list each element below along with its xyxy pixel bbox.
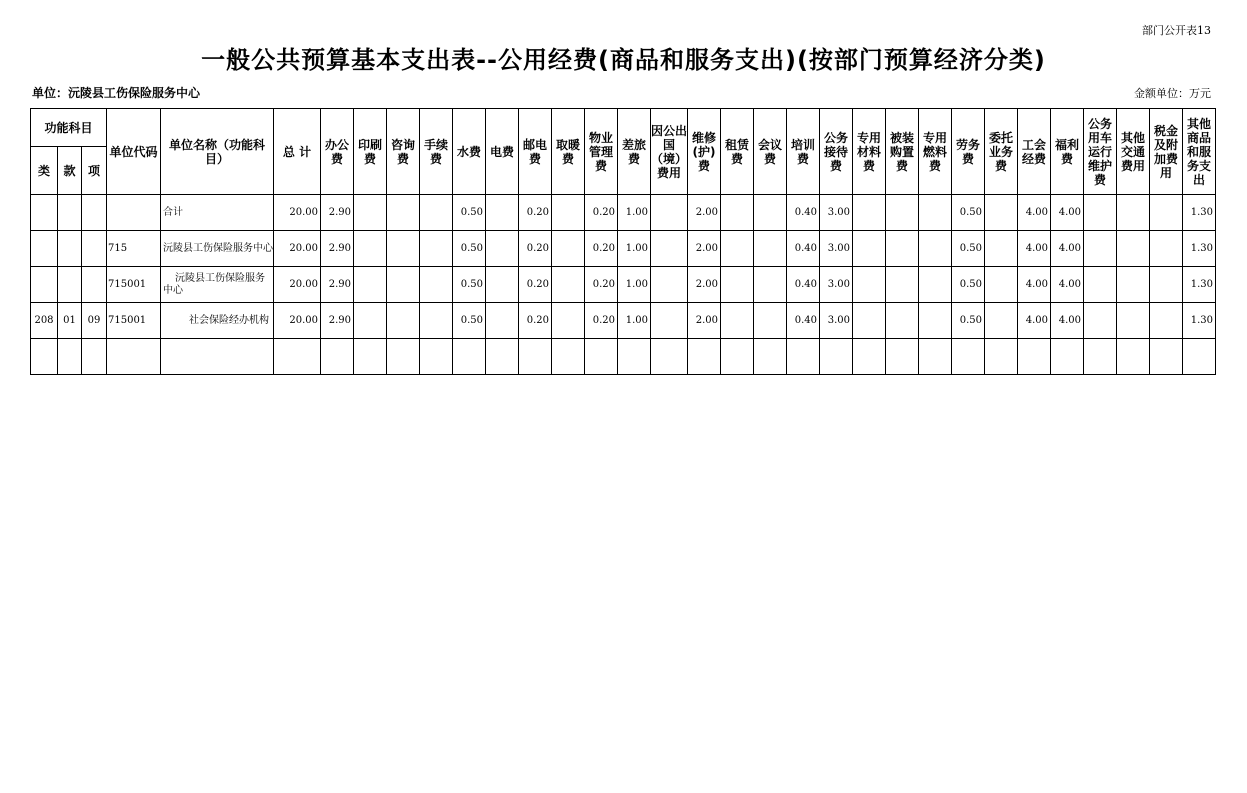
header-abroad: 因公出国（境）费用 bbox=[651, 109, 688, 195]
header-vehicle: 公务用车运行维护费 bbox=[1084, 109, 1117, 195]
cell-total: 20.00 bbox=[274, 195, 321, 231]
cell-c14 bbox=[754, 267, 787, 303]
cell-xiang bbox=[82, 195, 107, 231]
cell-c3 bbox=[387, 339, 420, 375]
cell-c9 bbox=[585, 339, 618, 375]
cell-c25 bbox=[1117, 339, 1150, 375]
cell-c18 bbox=[886, 339, 919, 375]
cell-c2 bbox=[354, 267, 387, 303]
cell-c12: 2.00 bbox=[688, 267, 721, 303]
cell-c23: 4.00 bbox=[1051, 195, 1084, 231]
cell-c11 bbox=[651, 195, 688, 231]
cell-c17 bbox=[853, 339, 886, 375]
cell-xiang bbox=[82, 339, 107, 375]
cell-c13 bbox=[721, 267, 754, 303]
header-postal: 邮电费 bbox=[519, 109, 552, 195]
table-row bbox=[31, 231, 1216, 267]
cell-lei bbox=[31, 339, 58, 375]
table-row bbox=[31, 339, 1216, 375]
cell-c1: 2.90 bbox=[321, 267, 354, 303]
cell-c14 bbox=[754, 303, 787, 339]
cell-c27: 1.30 bbox=[1183, 303, 1216, 339]
cell-c23: 4.00 bbox=[1051, 267, 1084, 303]
cell-c6 bbox=[486, 231, 519, 267]
cell-c16: 3.00 bbox=[820, 267, 853, 303]
cell-c9: 0.20 bbox=[585, 195, 618, 231]
cell-c9: 0.20 bbox=[585, 231, 618, 267]
header-consulting: 咨询费 bbox=[387, 109, 420, 195]
cell-c18 bbox=[886, 231, 919, 267]
cell-c27: 1.30 bbox=[1183, 195, 1216, 231]
cell-c13 bbox=[721, 195, 754, 231]
header-func-group: 功能科目 bbox=[31, 109, 107, 147]
cell-c25 bbox=[1117, 267, 1150, 303]
header-travel: 差旅费 bbox=[618, 109, 651, 195]
table-row bbox=[31, 267, 1216, 303]
cell-c8 bbox=[552, 231, 585, 267]
header-total: 总 计 bbox=[274, 109, 321, 195]
header-handling: 手续费 bbox=[420, 109, 453, 195]
cell-c15 bbox=[787, 339, 820, 375]
cell-c16: 3.00 bbox=[820, 231, 853, 267]
cell-lei bbox=[31, 195, 58, 231]
cell-c11 bbox=[651, 231, 688, 267]
cell-kuan bbox=[58, 231, 82, 267]
cell-c17 bbox=[853, 195, 886, 231]
header-office: 办公费 bbox=[321, 109, 354, 195]
cell-c21 bbox=[985, 231, 1018, 267]
cell-c24 bbox=[1084, 195, 1117, 231]
cell-c6 bbox=[486, 339, 519, 375]
cell-c25 bbox=[1117, 231, 1150, 267]
cell-c26 bbox=[1150, 303, 1183, 339]
header-unit-code: 单位代码 bbox=[107, 109, 161, 195]
cell-c4 bbox=[420, 267, 453, 303]
amount-unit-label: 金额单位：万元 bbox=[1134, 87, 1211, 100]
cell-kuan bbox=[58, 195, 82, 231]
cell-c1 bbox=[321, 339, 354, 375]
header-entrusted: 委托业务费 bbox=[985, 109, 1018, 195]
cell-c22: 4.00 bbox=[1018, 195, 1051, 231]
header-printing: 印刷费 bbox=[354, 109, 387, 195]
cell-c10: 1.00 bbox=[618, 195, 651, 231]
cell-c15: 0.40 bbox=[787, 231, 820, 267]
cell-unit-name: 沅陵县工伤保险服务中心 bbox=[161, 231, 274, 267]
header-training: 培训费 bbox=[787, 109, 820, 195]
cell-c14 bbox=[754, 195, 787, 231]
cell-c24 bbox=[1084, 231, 1117, 267]
cell-c10: 1.00 bbox=[618, 231, 651, 267]
cell-c24 bbox=[1084, 303, 1117, 339]
cell-unit-name: 沅陵县工伤保险服务中心 bbox=[161, 267, 274, 303]
cell-c10 bbox=[618, 339, 651, 375]
header-union: 工会经费 bbox=[1018, 109, 1051, 195]
header-maintenance: 维修(护)费 bbox=[688, 109, 721, 195]
cell-c23: 4.00 bbox=[1051, 231, 1084, 267]
cell-c2 bbox=[354, 231, 387, 267]
cell-kuan bbox=[58, 267, 82, 303]
cell-c23 bbox=[1051, 339, 1084, 375]
cell-c9: 0.20 bbox=[585, 267, 618, 303]
header-xiang: 项 bbox=[82, 147, 107, 195]
cell-c12: 2.00 bbox=[688, 195, 721, 231]
cell-c15: 0.40 bbox=[787, 195, 820, 231]
cell-c16: 3.00 bbox=[820, 195, 853, 231]
cell-unit-name: 社会保险经办机构 bbox=[161, 303, 274, 339]
budget-table bbox=[30, 108, 1216, 375]
cell-c4 bbox=[420, 303, 453, 339]
cell-c13 bbox=[721, 231, 754, 267]
header-welfare: 福利费 bbox=[1051, 109, 1084, 195]
cell-c20 bbox=[952, 339, 985, 375]
cell-c2 bbox=[354, 195, 387, 231]
cell-c19 bbox=[919, 195, 952, 231]
cell-c8 bbox=[552, 195, 585, 231]
cell-c4 bbox=[420, 339, 453, 375]
header-meeting: 会议费 bbox=[754, 109, 787, 195]
cell-total: 20.00 bbox=[274, 303, 321, 339]
cell-unit-code bbox=[107, 195, 161, 231]
cell-c26 bbox=[1150, 231, 1183, 267]
cell-c11 bbox=[651, 339, 688, 375]
cell-c8 bbox=[552, 267, 585, 303]
cell-c19 bbox=[919, 231, 952, 267]
cell-c13 bbox=[721, 303, 754, 339]
cell-c5: 0.50 bbox=[453, 195, 486, 231]
cell-c21 bbox=[985, 267, 1018, 303]
cell-c16 bbox=[820, 339, 853, 375]
cell-c13 bbox=[721, 339, 754, 375]
cell-c21 bbox=[985, 303, 1018, 339]
header-other-goods: 其他商品和服务支出 bbox=[1183, 109, 1216, 195]
cell-c12: 2.00 bbox=[688, 231, 721, 267]
cell-c20: 0.50 bbox=[952, 267, 985, 303]
cell-c27: 1.30 bbox=[1183, 267, 1216, 303]
cell-c14 bbox=[754, 339, 787, 375]
header-heating: 取暖费 bbox=[552, 109, 585, 195]
cell-c15: 0.40 bbox=[787, 303, 820, 339]
cell-c12: 2.00 bbox=[688, 303, 721, 339]
cell-c4 bbox=[420, 231, 453, 267]
cell-c7: 0.20 bbox=[519, 267, 552, 303]
cell-c1: 2.90 bbox=[321, 303, 354, 339]
header-reception: 公务接待费 bbox=[820, 109, 853, 195]
header-materials: 专用材料费 bbox=[853, 109, 886, 195]
cell-c26 bbox=[1150, 339, 1183, 375]
cell-c22: 4.00 bbox=[1018, 303, 1051, 339]
cell-c7: 0.20 bbox=[519, 195, 552, 231]
cell-c17 bbox=[853, 231, 886, 267]
cell-c10: 1.00 bbox=[618, 267, 651, 303]
cell-c22 bbox=[1018, 339, 1051, 375]
header-rental: 租赁费 bbox=[721, 109, 754, 195]
cell-c8 bbox=[552, 339, 585, 375]
cell-xiang bbox=[82, 231, 107, 267]
cell-c24 bbox=[1084, 339, 1117, 375]
cell-c5 bbox=[453, 339, 486, 375]
page-title: 一般公共预算基本支出表--公用经费(商品和服务支出)(按部门预算经济分类) bbox=[201, 46, 1046, 74]
header-other-transport: 其他交通费用 bbox=[1117, 109, 1150, 195]
cell-c21 bbox=[985, 195, 1018, 231]
cell-c26 bbox=[1150, 267, 1183, 303]
header-water: 水费 bbox=[453, 109, 486, 195]
cell-c7: 0.20 bbox=[519, 231, 552, 267]
cell-unit-code: 715001 bbox=[107, 303, 161, 339]
cell-c18 bbox=[886, 195, 919, 231]
cell-unit-code: 715 bbox=[107, 231, 161, 267]
header-property: 物业管理费 bbox=[585, 109, 618, 195]
cell-c20: 0.50 bbox=[952, 195, 985, 231]
cell-c25 bbox=[1117, 195, 1150, 231]
cell-c2 bbox=[354, 339, 387, 375]
cell-kuan bbox=[58, 339, 82, 375]
cell-c22: 4.00 bbox=[1018, 231, 1051, 267]
cell-c3 bbox=[387, 303, 420, 339]
cell-c27 bbox=[1183, 339, 1216, 375]
cell-xiang bbox=[82, 267, 107, 303]
header-fuel: 专用燃料费 bbox=[919, 109, 952, 195]
header-uniform: 被装购置费 bbox=[886, 109, 919, 195]
cell-c10: 1.00 bbox=[618, 303, 651, 339]
cell-c3 bbox=[387, 231, 420, 267]
cell-total bbox=[274, 339, 321, 375]
cell-c27: 1.30 bbox=[1183, 231, 1216, 267]
cell-c20: 0.50 bbox=[952, 303, 985, 339]
header-electricity: 电费 bbox=[486, 109, 519, 195]
cell-c3 bbox=[387, 195, 420, 231]
cell-c19 bbox=[919, 267, 952, 303]
cell-c26 bbox=[1150, 195, 1183, 231]
cell-c18 bbox=[886, 303, 919, 339]
cell-c17 bbox=[853, 267, 886, 303]
header-taxes: 税金及附加费用 bbox=[1150, 109, 1183, 195]
cell-c25 bbox=[1117, 303, 1150, 339]
cell-unit-name: 合计 bbox=[161, 195, 274, 231]
header-kuan: 款 bbox=[58, 147, 82, 195]
cell-c11 bbox=[651, 267, 688, 303]
cell-c1: 2.90 bbox=[321, 231, 354, 267]
cell-total: 20.00 bbox=[274, 231, 321, 267]
cell-c18 bbox=[886, 267, 919, 303]
header-unit-name: 单位名称（功能科目） bbox=[161, 109, 274, 195]
cell-lei bbox=[31, 231, 58, 267]
cell-c2 bbox=[354, 303, 387, 339]
cell-c7 bbox=[519, 339, 552, 375]
cell-c21 bbox=[985, 339, 1018, 375]
header-lei: 类 bbox=[31, 147, 58, 195]
cell-c19 bbox=[919, 303, 952, 339]
cell-unit-code bbox=[107, 339, 161, 375]
cell-unit-code: 715001 bbox=[107, 267, 161, 303]
cell-c6 bbox=[486, 195, 519, 231]
cell-c3 bbox=[387, 267, 420, 303]
cell-lei: 208 bbox=[31, 303, 58, 339]
table-row bbox=[31, 195, 1216, 231]
cell-c8 bbox=[552, 303, 585, 339]
cell-c7: 0.20 bbox=[519, 303, 552, 339]
cell-c1: 2.90 bbox=[321, 195, 354, 231]
cell-c15: 0.40 bbox=[787, 267, 820, 303]
cell-kuan: 01 bbox=[58, 303, 82, 339]
cell-lei bbox=[31, 267, 58, 303]
cell-c22: 4.00 bbox=[1018, 267, 1051, 303]
cell-c5: 0.50 bbox=[453, 267, 486, 303]
cell-c23: 4.00 bbox=[1051, 303, 1084, 339]
table-row bbox=[31, 303, 1216, 339]
cell-c11 bbox=[651, 303, 688, 339]
cell-c4 bbox=[420, 195, 453, 231]
cell-c12 bbox=[688, 339, 721, 375]
unit-label: 单位：沅陵县工伤保险服务中心 bbox=[32, 86, 201, 100]
cell-c6 bbox=[486, 267, 519, 303]
cell-c16: 3.00 bbox=[820, 303, 853, 339]
cell-c20: 0.50 bbox=[952, 231, 985, 267]
cell-xiang: 09 bbox=[82, 303, 107, 339]
cell-unit-name bbox=[161, 339, 274, 375]
cell-c14 bbox=[754, 231, 787, 267]
cell-c24 bbox=[1084, 267, 1117, 303]
cell-c6 bbox=[486, 303, 519, 339]
cell-c19 bbox=[919, 339, 952, 375]
cell-c5: 0.50 bbox=[453, 303, 486, 339]
header-labor: 劳务费 bbox=[952, 109, 985, 195]
cell-c17 bbox=[853, 303, 886, 339]
cell-c5: 0.50 bbox=[453, 231, 486, 267]
cell-c9: 0.20 bbox=[585, 303, 618, 339]
cell-total: 20.00 bbox=[274, 267, 321, 303]
table-number: 部门公开表13 bbox=[1142, 24, 1211, 37]
